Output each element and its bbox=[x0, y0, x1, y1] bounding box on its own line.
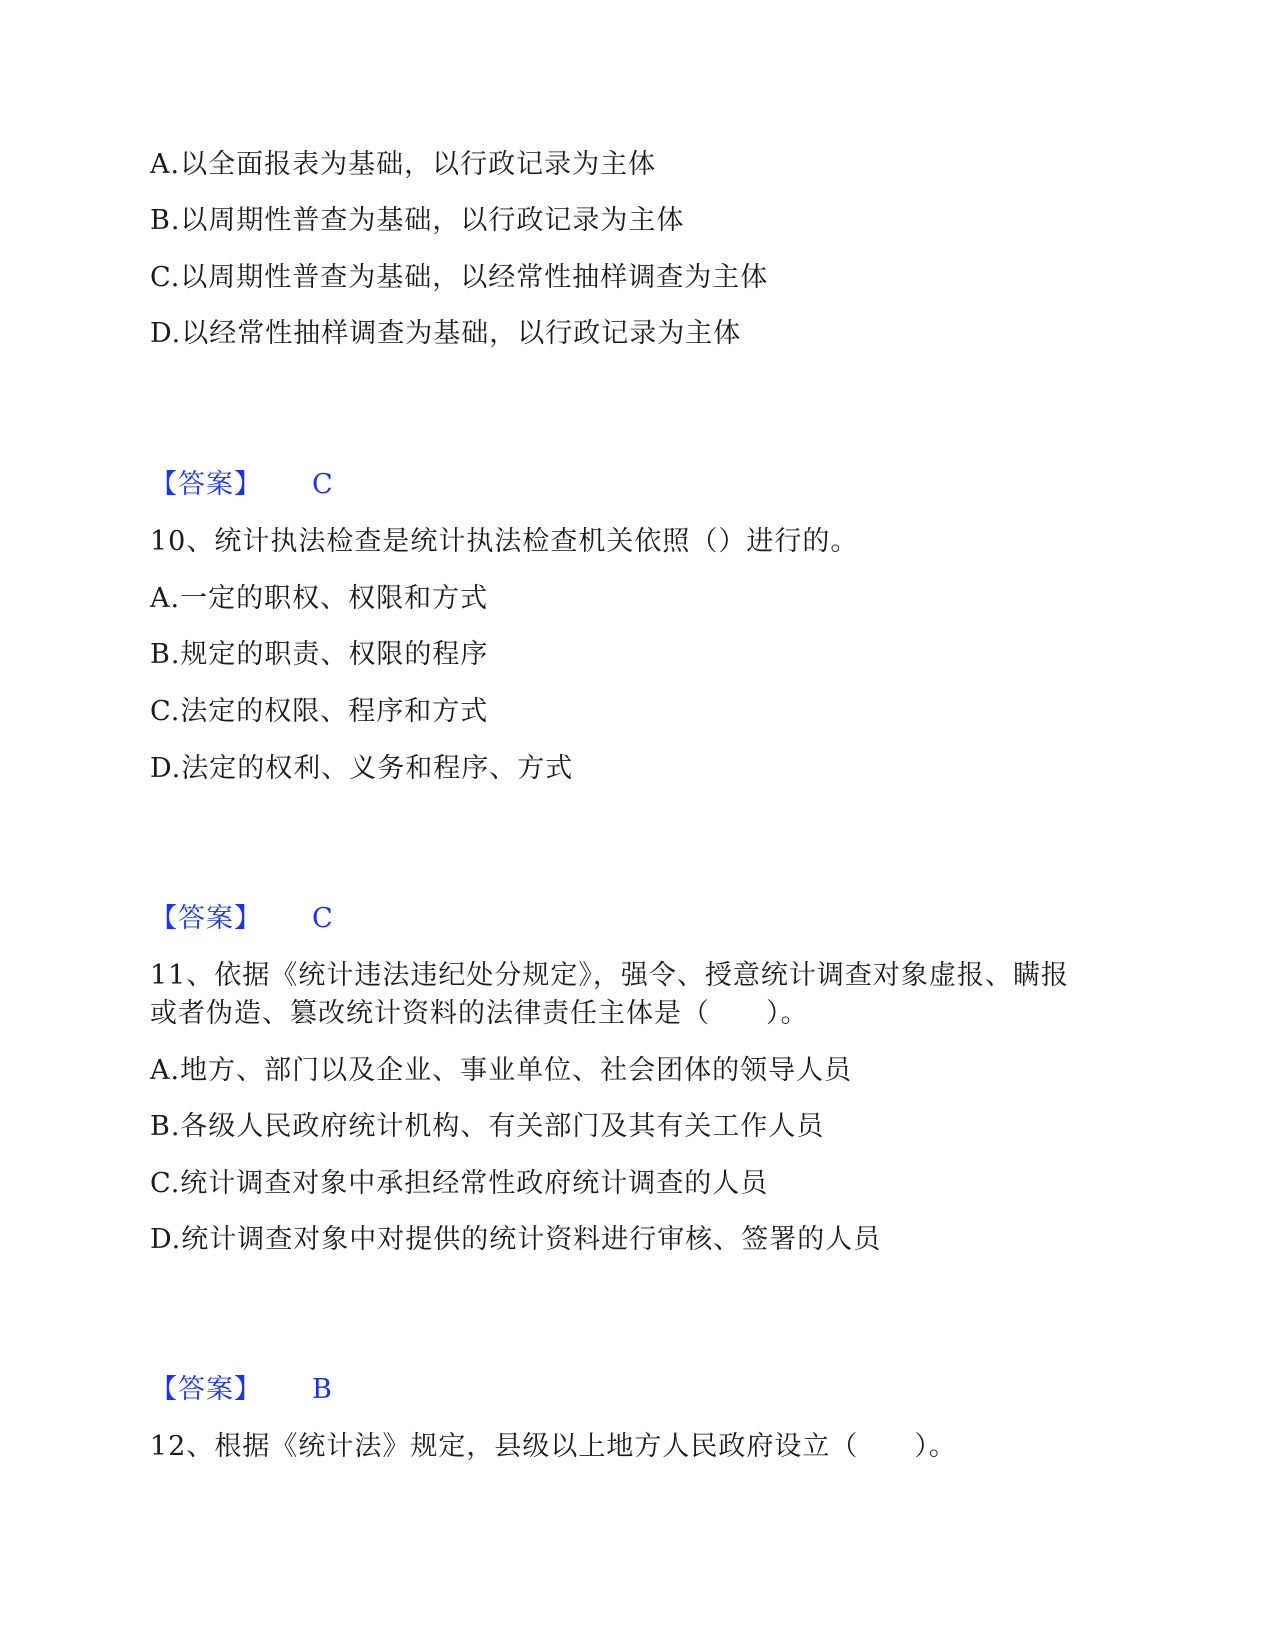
q11-answer-row bbox=[150, 1373, 333, 1407]
question-10-stem: 10、统计执法检查是统计执法检查机关依照（）进行的。 bbox=[150, 526, 859, 557]
answer-value: B bbox=[312, 1374, 333, 1405]
answer-label: 【答案】 bbox=[150, 469, 262, 500]
answer-label: 【答案】 bbox=[150, 903, 262, 934]
q10-answer-row bbox=[150, 902, 334, 936]
question-11-stem-line2: 或者伪造、篡改统计资料的法律责任主体是（ ）。 bbox=[150, 998, 809, 1029]
q11-option-d: D.统计调查对象中对提供的统计资料进行审核、签署的人员 bbox=[150, 1224, 882, 1255]
option-b: B.以周期性普查为基础，以行政记录为主体 bbox=[150, 205, 685, 236]
q10-option-a: A.一定的职权、权限和方式 bbox=[150, 583, 489, 614]
option-d: D.以经常性抽样调查为基础，以行政记录为主体 bbox=[150, 318, 742, 349]
option-c: C.以周期性普查为基础，以经常性抽样调查为主体 bbox=[150, 262, 769, 293]
answer-label: 【答案】 bbox=[150, 1374, 262, 1405]
question-11-stem-line1: 11、依据《统计违法违纪处分规定》，强令、授意统计调查对象虚报、瞒报 bbox=[150, 960, 1069, 991]
answer-row bbox=[150, 468, 334, 502]
q11-option-c: C.统计调查对象中承担经常性政府统计调查的人员 bbox=[150, 1168, 769, 1199]
answer-value: C bbox=[312, 903, 334, 934]
question-12-stem: 12、根据《统计法》规定，县级以上地方人民政府设立（ ）。 bbox=[150, 1431, 957, 1462]
q10-option-b: B.规定的职责、权限的程序 bbox=[150, 639, 489, 670]
q10-option-c: C.法定的权限、程序和方式 bbox=[150, 696, 489, 727]
answer-value: C bbox=[312, 469, 334, 500]
option-a: A.以全面报表为基础，以行政记录为主体 bbox=[150, 149, 657, 180]
q11-option-b: B.各级人民政府统计机构、有关部门及其有关工作人员 bbox=[150, 1111, 825, 1142]
q11-option-a: A.地方、部门以及企业、事业单位、社会团体的领导人员 bbox=[150, 1055, 853, 1086]
q10-option-d: D.法定的权利、义务和程序、方式 bbox=[150, 753, 574, 784]
